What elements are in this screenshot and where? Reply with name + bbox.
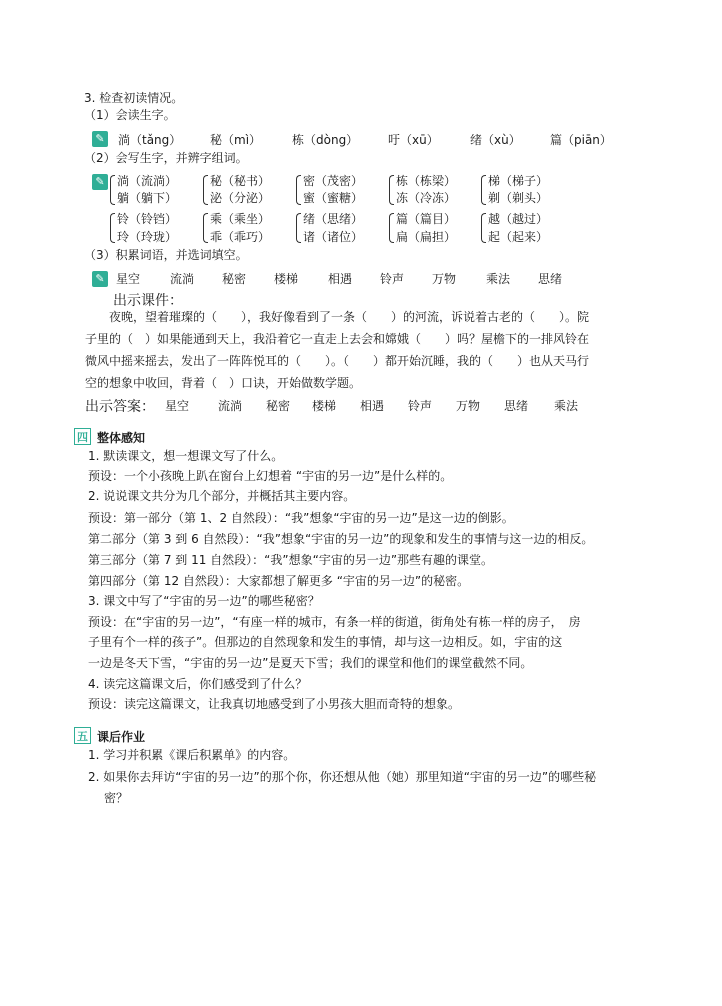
s4-line: 一边是冬天下雪，“宇宙的另一边”是夏天下雪；我们的课堂和他们的课堂截然不同。 [88, 656, 533, 670]
pinyin-4: 吁（xū） [388, 133, 439, 147]
word-pair: 淌（流淌） [117, 174, 178, 188]
word-pair: 诸（诸位） [303, 230, 364, 244]
vocab-word: 相遇 [328, 272, 353, 286]
pinyin-5: 绪（xù） [470, 133, 521, 147]
word-pair: 冻（冷冻） [396, 191, 457, 205]
vocab-word: 星空 [116, 272, 141, 286]
vocab-word: 流淌 [170, 272, 195, 286]
vocab-word: 铃声 [380, 272, 405, 286]
word-pair: 起（起来） [488, 230, 549, 244]
word-pair: 扁（扁担） [396, 230, 457, 244]
vocab-word: 万物 [432, 272, 457, 286]
s5-line: 1. 学习并积累《课后积累单》的内容。 [88, 748, 296, 762]
passage-line: 夜晚，望着璀璨的（ ），我好像看到了一条（ ）的河流，诉说着古老的（ ）。院 [109, 310, 590, 324]
s4-line: 预设：在“宇宙的另一边”，“有座一样的城市，有条一样的街道，街角处有栋一样的房子， 房 [88, 615, 581, 629]
q3-label: （3）积累词语，并选词填空。 [84, 248, 248, 262]
s5-line: 2. 如果你去拜访“宇宙的另一边”的那个你，你还想从他（她）那里知道“宇宙的另一边”的哪些秘 [88, 770, 597, 784]
answer-word: 万物 [456, 399, 481, 413]
answer-word: 星空 [165, 399, 190, 413]
brace [481, 213, 486, 243]
section5-badge: 五 [74, 727, 91, 744]
answer-word: 流淌 [218, 399, 243, 413]
brace [110, 213, 115, 243]
brace [481, 175, 486, 205]
s4-line: 预设：读完这篇课文，让我真切地感受到了小男孩大胆而奇特的想象。 [88, 697, 461, 711]
answer-word: 铃声 [408, 399, 433, 413]
vocab-word: 秘密 [222, 272, 247, 286]
s5-line: 密？ [104, 791, 129, 805]
s4-line: 1. 默读课文，想一想课文写了什么。 [88, 449, 284, 463]
word-pair: 乖（乖巧） [210, 230, 271, 244]
answer-word: 乘法 [554, 399, 579, 413]
brace [203, 175, 208, 205]
word-pair: 密（茂密） [303, 174, 364, 188]
brace [203, 213, 208, 243]
passage-line: 微风中摇来摇去，发出了一阵阵悦耳的（ ）。（ ）都开始沉睡，我的（ ）也从天马行 [85, 354, 590, 368]
word-pair: 玲（玲珑） [117, 230, 178, 244]
word-pair: 铃（铃铛） [117, 212, 178, 226]
passage-line: 子里的（ ）如果能通到天上，我沿着它一直走上去会和嫦娥（ ）吗？屋檐下的一排风铃在 [85, 332, 590, 346]
brace [296, 175, 301, 205]
word-pair: 篇（篇目） [396, 212, 457, 226]
vocab-word: 思绪 [538, 272, 563, 286]
vocab-word: 楼梯 [274, 272, 299, 286]
answer-word: 思绪 [504, 399, 529, 413]
word-pair: 躺（躺下） [117, 191, 178, 205]
word-pair: 乘（乘坐） [210, 212, 271, 226]
q2-label: （2）会写生字，并辨字组词。 [84, 151, 248, 165]
answer-word: 秘密 [266, 399, 291, 413]
word-pair: 秘（秘书） [210, 174, 271, 188]
s4-line: 预设：一个小孩晚上趴在窗台上幻想着 “宇宙的另一边”是什么样的。 [88, 469, 453, 483]
section3-title: 3. 检查初读情况。 [84, 91, 184, 105]
section4-title: 整体感知 [97, 431, 146, 445]
pinyin-1: 淌（tǎng） [118, 133, 182, 147]
word-pair: 泌（分泌） [210, 191, 271, 205]
s4-line: 预设：第一部分（第 1、2 自然段）：“我”想象“宇宙的另一边”是这一边的倒影。 [88, 511, 514, 525]
brace [389, 175, 394, 205]
brace [110, 175, 115, 205]
s4-line: 4. 读完这篇课文后，你们感受到了什么？ [88, 677, 308, 691]
brace [296, 213, 301, 243]
s4-line: 第二部分（第 3 到 6 自然段）：“我”想象“宇宙的另一边”的现象和发生的事情与这一边的相反。 [88, 532, 594, 546]
answer-word: 楼梯 [312, 399, 337, 413]
word-pair: 栋（栋梁） [396, 174, 457, 188]
word-pair: 梯（梯子） [488, 174, 549, 188]
s4-line: 第四部分（第 12 自然段）：大家都想了解更多 “宇宙的另一边”的秘密。 [88, 574, 470, 588]
section4-badge: 四 [74, 428, 91, 445]
passage-line: 空的想象中收回，背着（ ）口诀，开始做数学题。 [85, 376, 362, 390]
pencil-tag-icon: ✎ [92, 174, 108, 190]
pinyin-6: 篇（piān） [550, 133, 612, 147]
answer-word: 相遇 [360, 399, 385, 413]
s4-line: 3. 课文中写了“宇宙的另一边”的哪些秘密？ [88, 594, 320, 608]
word-pair: 蜜（蜜糖） [303, 191, 364, 205]
word-pair: 越（越过） [488, 212, 549, 226]
pinyin-3: 栋（dòng） [292, 133, 359, 147]
pencil-tag-icon: ✎ [92, 271, 108, 287]
courseware-label: 出示课件： [113, 293, 183, 309]
word-pair: 绪（思绪） [303, 212, 364, 226]
s4-line: 子里有个一样的孩子”。但那边的自然现象和发生的事情，却与这一边相反。如，宇宙的这 [88, 635, 563, 649]
section5-title: 课后作业 [97, 730, 146, 744]
s4-line: 2. 说说课文共分为几个部分，并概括其主要内容。 [88, 489, 356, 503]
pencil-tag-icon: ✎ [92, 131, 108, 147]
s4-line: 第三部分（第 7 到 11 自然段）：“我”想象“宇宙的另一边”那些有趣的课堂。 [88, 553, 494, 567]
q1-label: （1）会读生字。 [84, 108, 176, 122]
answer-label: 出示答案： [85, 399, 155, 415]
vocab-word: 乘法 [486, 272, 511, 286]
pinyin-2: 秘（mì） [210, 133, 262, 147]
brace [389, 213, 394, 243]
word-pair: 剃（剃头） [488, 191, 549, 205]
